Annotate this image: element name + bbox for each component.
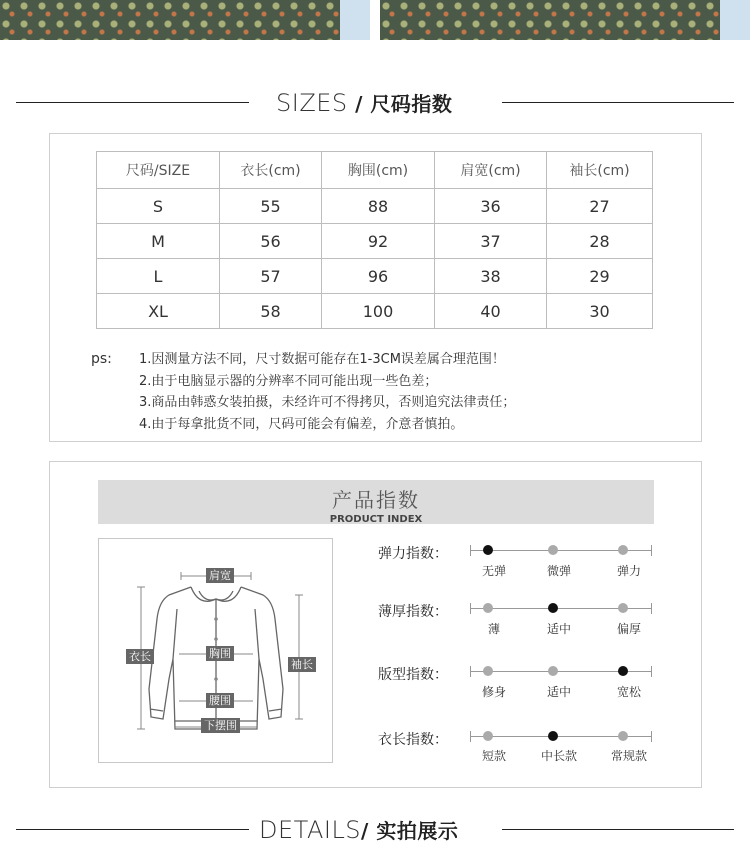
header-sleeve: 袖长(cm) [547,152,653,189]
table-header-row [97,152,653,189]
label-sleeve: 袖长 [288,657,316,672]
product-index-title-bar [98,480,654,524]
header-shoulder: 肩宽(cm) [435,152,547,189]
table-cell: 55 [220,189,322,224]
table-row [97,294,653,329]
table-cell: 28 [547,224,653,259]
note-line: 4.由于每拿批货不同，尺码可能会有偏差，介意者慎拍。 [139,416,464,432]
label-length: 衣长 [126,649,154,664]
index-label: 版型指数： [378,667,448,683]
table-cell: L [97,259,220,294]
table-cell: XL [97,294,220,329]
index-dot [618,731,628,741]
table-row [97,259,653,294]
index-dot [483,666,493,676]
notes-label: ps: [91,351,112,367]
product-index-title-en: PRODUCT INDEX [329,514,423,525]
label-shoulder: 肩宽 [206,568,234,583]
table-row [97,189,653,224]
shirt-diagram [98,538,333,763]
table-cell: 38 [435,259,547,294]
note-line: 3.商品由韩惑女装拍摄，未经许可不得拷贝，否则追究法律责任； [139,395,516,410]
index-scale [470,601,652,615]
index-option: 常规款 [610,749,648,763]
details-heading-cn: 实拍展示 [376,819,459,843]
table-row [97,224,653,259]
index-dot [548,603,558,613]
sizes-heading [276,88,452,117]
index-option: 修身 [481,685,507,699]
details-heading [259,815,458,844]
heading-separator: / [361,819,377,843]
heading-separator: / [347,92,371,116]
index-label: 薄厚指数： [378,604,448,620]
index-dot [548,731,558,741]
index-option: 宽松 [616,685,642,699]
index-dot [483,545,493,555]
index-dot [483,603,493,613]
table-cell: 100 [322,294,435,329]
table-cell: 57 [220,259,322,294]
index-option: 微弹 [546,564,572,578]
header-length: 衣长(cm) [220,152,322,189]
size-table [96,151,653,329]
index-option: 适中 [546,685,572,699]
index-option: 弹力 [616,564,642,578]
index-dot [618,603,628,613]
table-cell: 58 [220,294,322,329]
index-dot [548,666,558,676]
label-hem: 下摆围 [201,718,240,733]
header-size: 尺码/SIZE [97,152,220,189]
index-dot [483,731,493,741]
table-cell: M [97,224,220,259]
table-cell: 96 [322,259,435,294]
note-line: 2.由于电脑显示器的分辨率不同可能出现一些色差； [139,373,438,389]
label-chest: 胸围 [206,646,234,661]
index-option: 中长款 [540,749,578,763]
index-label: 衣长指数： [378,732,448,748]
index-option: 无弹 [481,564,507,578]
divider-line [502,102,734,103]
divider-line [16,829,249,830]
divider-line [16,102,249,103]
table-cell: 27 [547,189,653,224]
index-option: 适中 [546,622,572,636]
divider-line [502,829,734,830]
index-dot [548,545,558,555]
product-index-title-cn: 产品指数 [332,488,420,512]
sizes-heading-en: SIZES [276,89,348,117]
table-cell: 40 [435,294,547,329]
details-heading-en: DETAILS [259,816,362,844]
product-photo-left [0,0,370,40]
product-photo-right [380,0,750,40]
table-cell: S [97,189,220,224]
table-cell: 37 [435,224,547,259]
index-label: 弹力指数： [378,546,448,562]
index-option: 薄 [487,622,501,636]
table-cell: 92 [322,224,435,259]
header-chest: 胸围(cm) [322,152,435,189]
index-dot [618,666,628,676]
sizes-heading-cn: 尺码指数 [370,92,453,116]
table-cell: 29 [547,259,653,294]
index-scale [470,729,652,743]
table-cell: 30 [547,294,653,329]
label-waist: 腰围 [206,693,234,708]
table-cell: 56 [220,224,322,259]
index-dot [618,545,628,555]
table-cell: 88 [322,189,435,224]
index-scale [470,664,652,678]
note-line: 1.因测量方法不同，尺寸数据可能存在1-3CM误差属合理范围！ [139,352,505,367]
index-scale [470,543,652,557]
index-option: 短款 [481,749,507,763]
table-cell: 36 [435,189,547,224]
index-option: 偏厚 [616,622,642,636]
